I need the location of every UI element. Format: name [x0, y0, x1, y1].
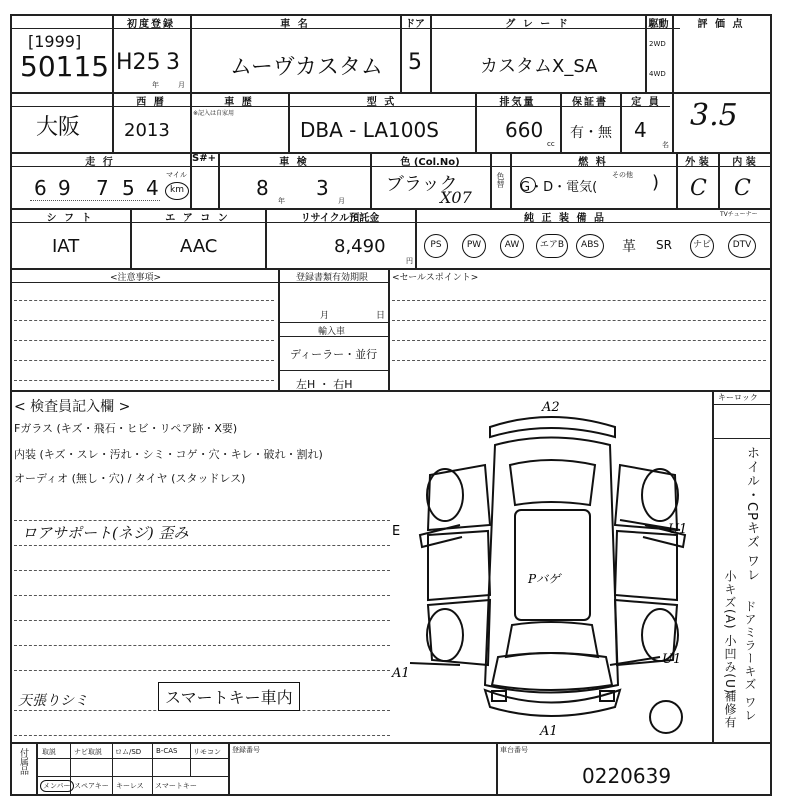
equip-pw: PW [462, 234, 486, 258]
reg-expiry-label: 登録書類有効期限 [296, 273, 369, 283]
reg-expiry-month: 月 [320, 311, 330, 321]
side-text-scratch: 小キズ(A) 小凹み(U) [723, 570, 737, 695]
ac-label: エ ア コ ン [165, 213, 230, 224]
acc-spare-key: スペアキー [74, 782, 109, 790]
month-unit: 月 [178, 81, 185, 89]
sales-point-label: <セールスポイント> [392, 273, 479, 283]
mileage-label: 走 行 [85, 157, 115, 168]
equip-sr: SR [656, 238, 672, 252]
mark-center: Pバゲ [528, 572, 561, 586]
mark-u1-top: U1 [668, 522, 688, 537]
mark-e: E [392, 524, 401, 539]
mark-a2: A2 [542, 400, 560, 415]
audio-line: オーディオ (無し・穴) / タイヤ (スタッドレス) [14, 472, 246, 485]
side-text-repair: 補修有 [723, 690, 737, 729]
year-western-label: 西 暦 [136, 97, 166, 108]
acc-bcas: B-CAS [156, 747, 178, 755]
mark-a1-bottom: A1 [540, 724, 558, 739]
doors-value: 5 [408, 50, 422, 75]
glass-line: Fガラス (キズ・飛石・ヒビ・リペア跡・X要) [14, 422, 238, 435]
capacity-value: 4 [634, 118, 647, 142]
mileage-digit: 9 [58, 176, 71, 200]
import-label: 輸入車 [318, 327, 346, 337]
drive-label: 駆動 [648, 19, 669, 30]
history-note: ※記入は自家用 [193, 110, 235, 117]
equip-navi: ナビ [690, 234, 714, 258]
equip-dtv: DTV [728, 234, 756, 258]
acc-manual: 取説 [42, 748, 56, 756]
dealer-parallel: ディーラー・並行 [290, 348, 378, 361]
repaint-label: 色替 [496, 172, 505, 188]
warranty-value: 有・無 [570, 125, 612, 141]
color-value: ブラック [386, 174, 458, 195]
mark-a1-left: A1 [392, 666, 410, 681]
equip-airbag: エアB [536, 234, 568, 258]
first-reg-label: 初度登録 [127, 19, 175, 30]
score-value: 3.5 [690, 98, 738, 133]
mileage-digit: 5 [122, 176, 135, 200]
drive-4wd: 4WD [649, 70, 666, 78]
inspector-title: < 検査員記入欄 > [14, 399, 131, 415]
shift-value: IAT [52, 236, 80, 257]
acc-member: メンパー [40, 780, 74, 792]
capacity-label: 定 員 [631, 97, 661, 108]
equip-ps: PS [424, 234, 448, 258]
handle-side: 左H ・ 右H [296, 378, 353, 391]
year-unit: 年 [152, 81, 159, 89]
exterior-label: 外 装 [685, 157, 709, 168]
caution-label: <注意事項> [110, 273, 162, 283]
smart-key-box: スマートキー車内 [158, 682, 300, 711]
inspection-year-unit: 年 [278, 197, 285, 205]
year-label: [1999] [28, 32, 82, 51]
inspection-year: 8 [256, 176, 269, 200]
first-reg-month: 3 [166, 50, 180, 75]
fuel-close: ) [652, 172, 660, 193]
grade-label: グ レ ー ド [505, 19, 570, 30]
chassis-number: 0220639 [582, 764, 672, 788]
fuel-gas-mark [520, 177, 536, 193]
history-label: 車 歴 [224, 97, 254, 108]
equip-leather: 革 [622, 239, 636, 255]
mileage-digit: 7 [96, 176, 109, 200]
recycle-value: 8,490 [334, 236, 386, 257]
equip-aw: AW [500, 234, 524, 258]
accessories-label: 付属品 [18, 748, 28, 775]
inspector-note-1: ロアサポート(ネジ) 歪み [22, 524, 189, 542]
model-label: 型 式 [366, 97, 397, 108]
shift-label: シ フ ト [46, 213, 94, 224]
model-value: DBA - LA100S [300, 118, 439, 142]
mile-label: マイル [166, 171, 187, 179]
acc-smart-key: スマートキー [155, 782, 197, 790]
equipment-label: 純 正 装 備 品 [524, 213, 606, 224]
mark-u1-right: U1 [662, 652, 682, 667]
displacement-label: 排気量 [499, 97, 536, 108]
recycle-label: リサイクル預託金 [300, 213, 380, 224]
fuel-value: G・D・電気( [520, 180, 598, 195]
lot-number: 50115 [20, 50, 110, 83]
mileage-digit: 6 [34, 176, 47, 200]
key-lock-label: キーロック [718, 393, 758, 402]
car-name: ムーヴカスタム [230, 55, 383, 80]
reg-expiry-day: 日 [376, 311, 386, 321]
acc-keyless: キーレス [116, 782, 144, 790]
interior-value: C [734, 176, 751, 201]
inspection-label: 車 検 [279, 157, 309, 168]
warranty-label: 保証書 [572, 97, 608, 108]
reg-number-label: 登録番号 [232, 746, 260, 754]
region: 大阪 [36, 115, 81, 140]
acc-remote: リモコン [193, 748, 221, 756]
car-diagram [392, 395, 710, 740]
s-label: S#+ [192, 153, 216, 164]
color-label: 色 (Col.No) [400, 157, 460, 168]
tv-label: TVチューナー [720, 211, 758, 218]
year-western: 2013 [124, 120, 170, 141]
interior-label: 内 装 [732, 157, 756, 168]
ac-value: AAC [180, 236, 218, 257]
equip-abs: ABS [576, 234, 604, 258]
chassis-label: 車台番号 [500, 746, 528, 754]
grade-value: カスタムX_SA [480, 56, 598, 77]
color-code: X07 [440, 188, 472, 207]
fuel-other: その他 [612, 171, 633, 179]
side-text-wheel: ホイル・CPキズ ワレ [744, 446, 759, 583]
exterior-value: C [690, 176, 707, 201]
inspector-note-2: 天張りシミ [18, 693, 88, 709]
yen-unit: 円 [406, 257, 413, 265]
acc-rom-sd: ロム/SD [115, 748, 142, 756]
first-reg-era: H25 [116, 50, 161, 75]
inspection-month: 3 [316, 176, 329, 200]
mileage-digit: 4 [146, 176, 159, 200]
capacity-unit: 名 [662, 141, 669, 149]
score-label: 評 価 点 [697, 19, 745, 30]
km-label: km [165, 182, 189, 200]
fuel-label: 燃 料 [578, 157, 608, 168]
doors-label: ドア [405, 19, 425, 30]
acc-navi-manual: ナビ取説 [74, 748, 102, 756]
interior-line: 内装 (キズ・スレ・汚れ・シミ・コゲ・穴・キレ・破れ・割れ) [14, 448, 323, 461]
car-name-label: 車 名 [280, 19, 310, 30]
cc-unit: cc [547, 140, 555, 148]
displacement-value: 660 [505, 118, 544, 142]
drive-2wd: 2WD [649, 40, 666, 48]
side-text-mirror: ドアミラーキズ ワレ [743, 600, 757, 722]
inspection-month-unit: 月 [338, 197, 345, 205]
